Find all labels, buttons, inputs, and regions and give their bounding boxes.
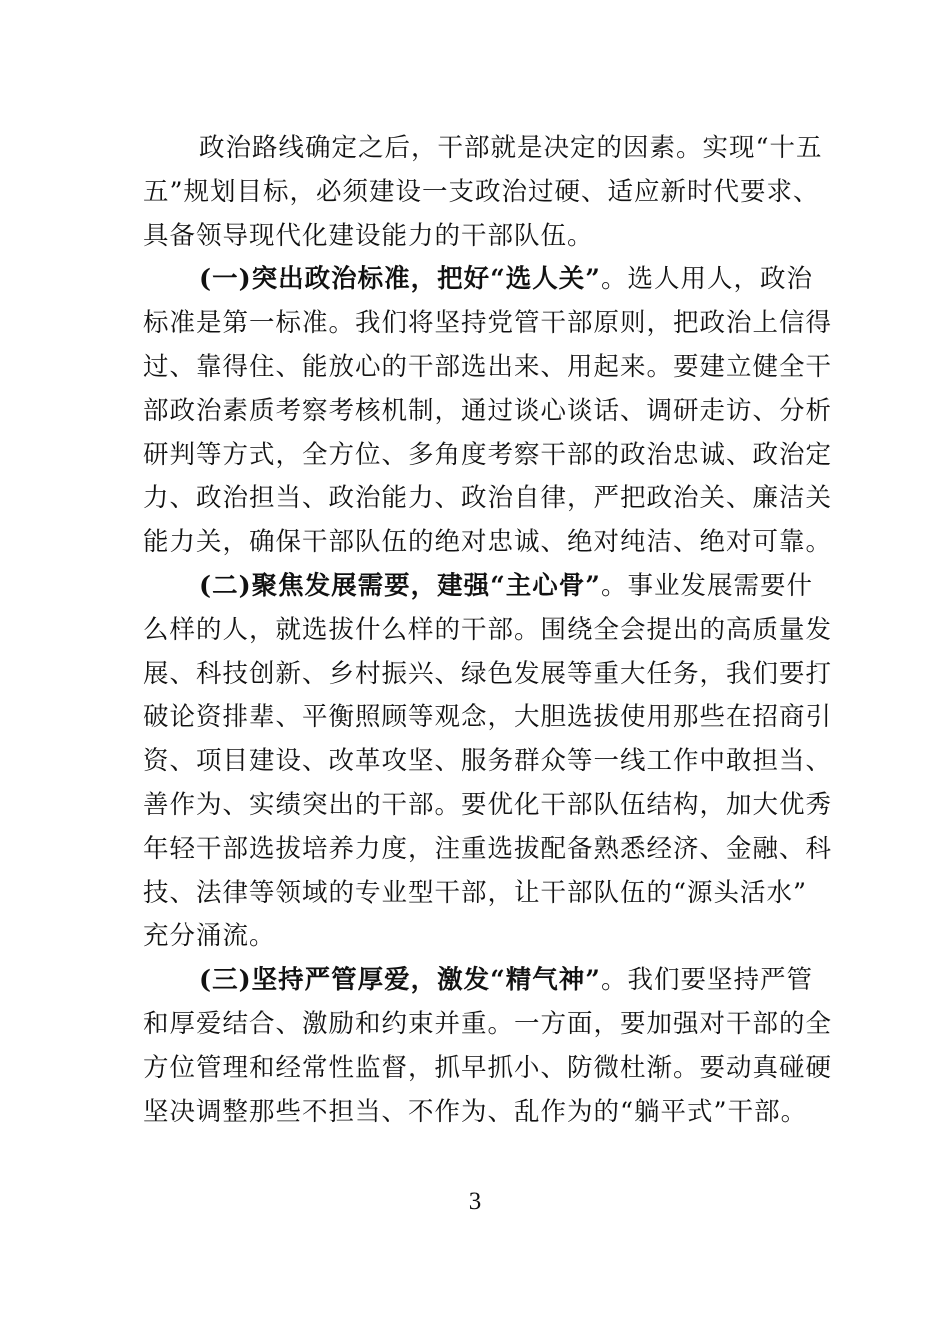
text-line — [143, 390, 833, 434]
text-line — [143, 653, 833, 697]
line-text: 展、科技创新、乡村振兴、绿色发展等重大任务，我们要打 — [143, 658, 833, 689]
line-text: 年轻干部选拔培养力度，注重选拔配备熟悉经济、金融、科 — [143, 833, 833, 864]
section-heading: (一)突出政治标准，把好“选人关” — [199, 264, 601, 295]
text-line — [143, 215, 815, 259]
text-line — [143, 828, 833, 872]
text-line — [143, 434, 833, 478]
text-line — [143, 915, 815, 959]
line-text: 五”规划目标，必须建设一支政治过硬、适应新时代要求、 — [143, 176, 820, 207]
text-line — [143, 477, 833, 521]
line-text: 具备领导现代化建设能力的干部队伍。 — [143, 220, 594, 251]
section-heading: (二)聚焦发展需要，建强“主心骨” — [199, 570, 601, 601]
line-text: 充分涌流。 — [143, 921, 276, 952]
section-heading: (三)坚持严管厚爱，激发“精气神” — [199, 965, 601, 996]
line-text: 么样的人，就选拔什么样的干部。围绕全会提出的高质量发 — [143, 614, 833, 645]
text-line — [143, 565, 815, 609]
body-text — [143, 127, 833, 1134]
text-line — [143, 740, 833, 784]
text-line — [143, 521, 833, 565]
line-text: 善作为、实绩突出的干部。要优化干部队伍结构，加大优秀 — [143, 789, 833, 820]
text-line — [143, 1003, 833, 1047]
line-text: 部政治素质考察考核机制，通过谈心谈话、调研走访、分析 — [143, 395, 833, 426]
text-line — [143, 959, 815, 1003]
text-line — [143, 696, 833, 740]
line-text: 力、政治担当、政治能力、政治自律，严把政治关、廉洁关 — [143, 483, 833, 514]
line-text: 研判等方式，全方位、多角度考察干部的政治忠诚、政治定 — [143, 439, 833, 470]
line-text: 方位管理和经常性监督，抓早抓小、防微杜渐。要动真碰硬 — [143, 1052, 833, 1083]
page-number: 3 — [468, 1188, 482, 1215]
text-line — [143, 1091, 815, 1135]
text-line — [143, 872, 815, 916]
line-text: 过、靠得住、能放心的干部选出来、用起来。要建立健全干 — [143, 351, 833, 382]
line-text: 。选人用人，政治 — [600, 264, 813, 295]
text-line — [143, 258, 815, 302]
line-text: 政治路线确定之后，干部就是决定的因素。实现“十五 — [199, 133, 823, 163]
text-line — [143, 171, 820, 215]
line-text: 坚决调整那些不担当、不作为、乱作为的“躺平式”干部。 — [143, 1096, 808, 1127]
line-text: 。事业发展需要什 — [600, 570, 813, 601]
line-text: 标准是第一标准。我们将坚持党管干部原则，把政治上信得 — [143, 308, 833, 339]
line-text: 。我们要坚持严管 — [600, 965, 813, 996]
text-line — [143, 302, 833, 346]
text-line — [143, 127, 823, 171]
text-line — [143, 609, 833, 653]
text-line — [143, 784, 833, 828]
line-text: 技、法律等领域的专业型干部，让干部队伍的“源头活水” — [143, 877, 808, 908]
line-text: 能力关，确保干部队伍的绝对忠诚、绝对纯洁、绝对可靠。 — [143, 527, 833, 558]
text-line — [143, 346, 833, 390]
line-text: 破论资排辈、平衡照顾等观念，大胆选拔使用那些在招商引 — [143, 702, 833, 733]
line-text: 和厚爱结合、激励和约束并重。一方面，要加强对干部的全 — [143, 1008, 833, 1039]
text-line — [143, 1047, 833, 1091]
line-text: 资、项目建设、改革攻坚、服务群众等一线工作中敢担当、 — [143, 746, 833, 777]
